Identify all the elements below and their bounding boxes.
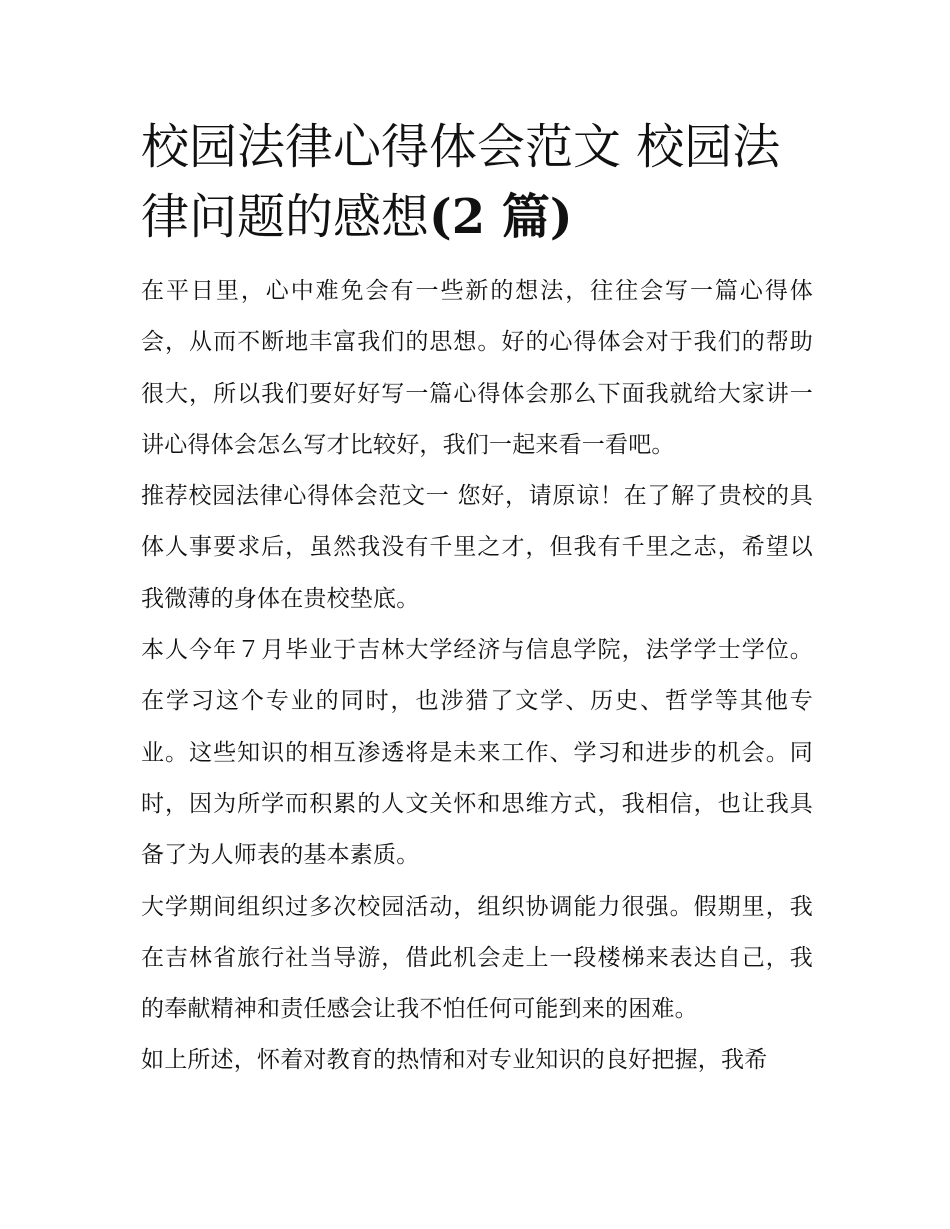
document-title [141,112,813,252]
title-line-2: 律问题的感想 [141,189,430,245]
paragraph-sample-one: 推荐校园法律心得体会范文一 您好，请原谅！在了解了贵校的具体人事要求后，虽然我没有千里之才，但我有千里之志，希望以我微薄的身体在贵校垫底。 [141,483,813,612]
paragraph-intro: 在平日里，心中难免会有一些新的想法，往往会写一篇心得体会，从而不断地丰富我们的思想。好的心得体会对于我们的帮助很大，所以我们要好好写一篇心得体会那么下面我就给大家讲一讲心得体会怎么写才比较好，我们一起来看一看吧。 [141,278,813,458]
document-body [141,112,813,1087]
title-line-1: 校园法律心得体会范文 校园法 [141,119,781,175]
paragraph-activities: 大学期间组织过多次校园活动，组织协调能力很强。假期里，我在吉林省旅行社当导游，借此机会走上一段楼梯来表达自己，我的奉献精神和责任感会让我不怕任何可能到来的困难。 [141,893,813,1023]
paragraph-conclusion: 如上所述，怀着对教育的热情和对专业知识的良好把握，我希 [141,1047,768,1074]
title-part-count: (2 篇) [429,189,573,245]
paragraph-education: 本人今年７月毕业于吉林大学经济与信息学院，法学学士学位。在学习这个专业的同时，也涉猎了文学、历史、哲学等其他专业。这些知识的相互渗透将是未来工作、学习和进步的机会。同时，因为所学而积累的人文关怀和思维方式，我相信，也让我具备了为人师表的基本素质。 [141,637,813,869]
